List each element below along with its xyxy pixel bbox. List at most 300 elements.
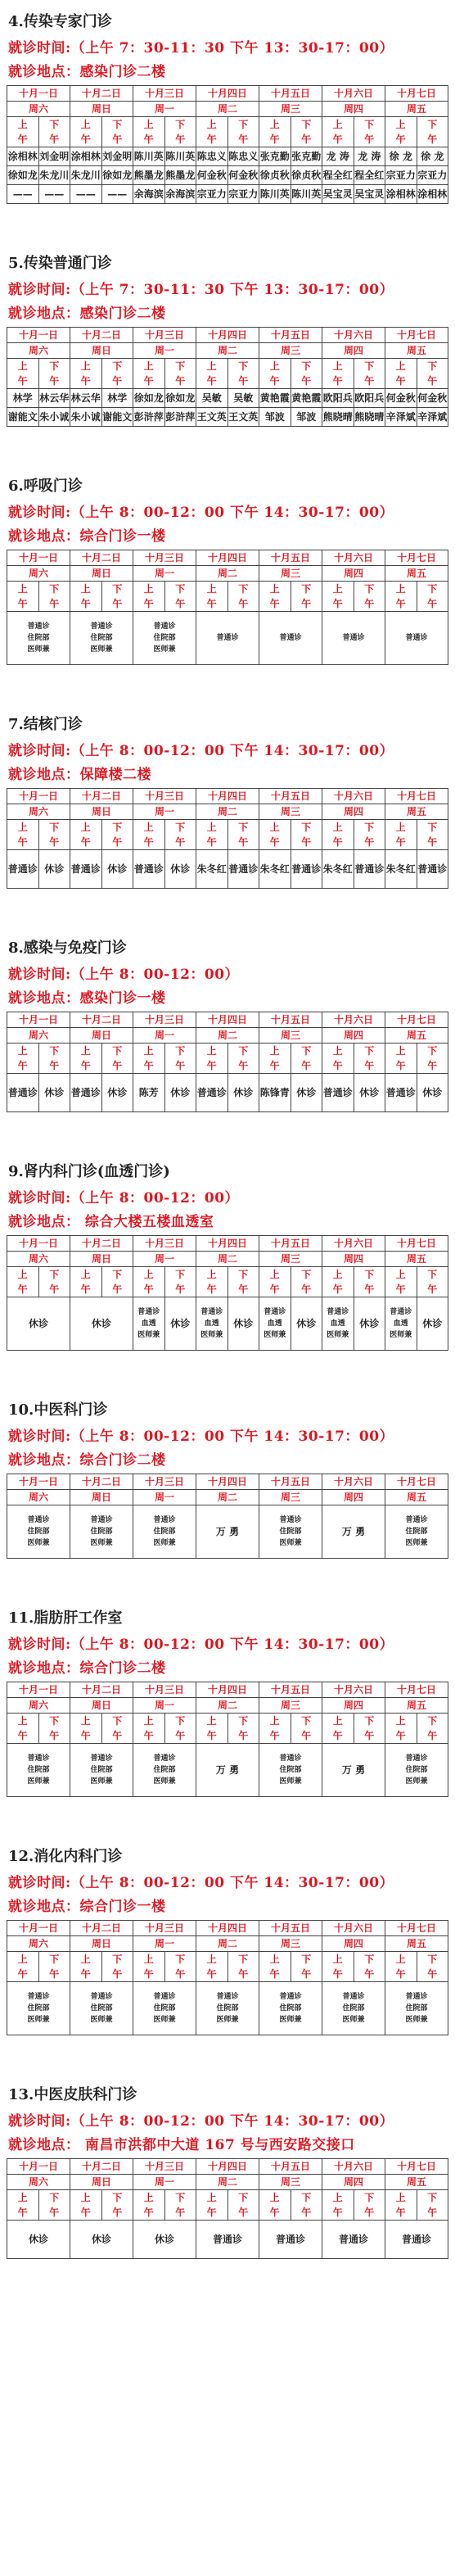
ampm-char: 午: [17, 2207, 28, 2218]
pm-label-cell: [291, 582, 322, 612]
ampm-char: 午: [395, 836, 406, 848]
pm-label-cell: [228, 820, 259, 850]
cell-text-line: 医师兼: [405, 2016, 428, 2024]
cell-text: 谢能文: [102, 411, 133, 423]
date-cell: 十月五日: [259, 1012, 322, 1028]
date-cell: 十月五日: [259, 1236, 322, 1252]
date-cell: 十月五日: [259, 1474, 322, 1490]
am-label-cell: [133, 2190, 165, 2221]
am-label-cell: [7, 1714, 39, 1744]
cell-text: 普通诊: [228, 863, 259, 875]
doctor-cell: [322, 1744, 385, 1797]
ampm-char: 下: [49, 1954, 60, 1965]
schedule-document: [7, 0, 448, 2259]
doctor-cell: [385, 1505, 448, 1559]
date-cell: 十月五日: [259, 1921, 322, 1936]
clinic-hours: 就诊时间:（上午 7：30-11：30 下午 13：30-17：00）: [8, 282, 394, 298]
ampm-char: 午: [301, 1060, 312, 1071]
cell-text-line: 普通诊: [327, 1308, 349, 1316]
cell-text: 朱小诚: [70, 411, 101, 423]
am-label-cell: [322, 117, 354, 147]
date-cell: 十月六日: [322, 2159, 385, 2175]
weekday-cell: 周四: [322, 1490, 385, 1505]
date-cell: 十月七日: [385, 1474, 448, 1490]
date-cell: 十月七日: [385, 789, 448, 804]
doctor-cell: [259, 408, 291, 427]
pm-label-cell: [38, 1267, 70, 1297]
am-label-cell: [322, 2190, 354, 2221]
weekday-cell: 周一: [133, 1936, 196, 1952]
schedule-table: [7, 1012, 448, 1112]
am-label-cell: [133, 1267, 165, 1297]
doctor-cell: [70, 612, 133, 665]
ampm-char: 午: [80, 836, 91, 848]
pm-label-cell: [228, 1267, 259, 1297]
date-cell: 十月四日: [196, 1236, 259, 1252]
cell-text: 普通诊: [216, 634, 239, 642]
section-title: 9.肾内科门诊(血透门诊): [8, 1163, 170, 1180]
weekday-cell: 周日: [70, 343, 133, 359]
ampm-char: 上: [395, 119, 406, 130]
cell-text-line: 普通诊: [153, 1754, 176, 1763]
schedule-section: [7, 1398, 448, 1559]
weekday-cell: 周三: [259, 1028, 322, 1044]
doctor-cell: [101, 185, 133, 204]
cell-text-line: 普通诊: [342, 1993, 365, 2001]
doctor-cell: [385, 185, 417, 204]
cell-text: 陈川英: [165, 151, 196, 162]
ampm-char: 午: [80, 1968, 91, 1980]
am-label-cell: [196, 2190, 228, 2221]
doctor-cell: [133, 185, 165, 204]
doctor-cell: [385, 1982, 448, 2035]
doctor-cell: [259, 185, 291, 204]
pm-label-cell: [354, 582, 385, 612]
doctor-row: [7, 1074, 448, 1112]
ampm-char: 下: [112, 1954, 123, 1965]
cell-text: 林云华: [39, 392, 70, 404]
cell-text-line: 医师兼: [137, 1331, 160, 1339]
cell-text-line: 医师兼: [200, 1331, 223, 1339]
ampm-char: 午: [206, 134, 217, 145]
pm-label-cell: [164, 820, 196, 850]
ampm-char: 午: [364, 1730, 375, 1741]
am-label-cell: [70, 1267, 102, 1297]
am-label-cell: [133, 1044, 165, 1074]
am-label-cell: [385, 359, 417, 389]
ampm-char: 下: [175, 1045, 186, 1057]
am-label-cell: [385, 1044, 417, 1074]
am-label-cell: [385, 1952, 417, 1982]
ampm-char: 上: [80, 1269, 91, 1280]
doctor-cell: [354, 166, 385, 185]
date-cell: 十月六日: [322, 1921, 385, 1936]
ampm-char: 午: [80, 1060, 91, 1071]
am-label-cell: [133, 117, 165, 147]
pm-label-cell: [164, 1714, 196, 1744]
schedule-table: [7, 788, 448, 889]
cell-text-line: 普通诊: [153, 1993, 176, 2001]
cell-text: 徐贞秋: [259, 170, 290, 181]
am-label-cell: [70, 820, 102, 850]
doctor-cell: [417, 185, 448, 204]
ampm-char: 上: [17, 119, 28, 130]
ampm-char: 午: [112, 598, 123, 609]
doctor-cell: [38, 1074, 70, 1112]
doctor-cell: [354, 850, 385, 889]
am-label-cell: [7, 2190, 39, 2221]
ampm-char: 午: [17, 1283, 28, 1295]
cell-text-line: 血透: [141, 1320, 156, 1328]
cell-text-line: 住院部: [279, 1528, 302, 1536]
ampm-char: 上: [206, 2192, 217, 2203]
date-row: [7, 1236, 448, 1252]
ampm-char: 下: [427, 1269, 438, 1280]
ampm-char: 下: [238, 2192, 249, 2203]
ampm-char: 午: [238, 598, 249, 609]
ampm-char: 下: [175, 1715, 186, 1727]
ampm-char: 午: [332, 1283, 343, 1295]
weekday-cell: 周四: [322, 102, 385, 117]
date-cell: 十月五日: [259, 86, 322, 102]
cell-text: 王文英: [228, 411, 259, 423]
am-label-cell: [385, 1267, 417, 1297]
doctor-cell: [291, 185, 322, 204]
cell-text-line: 普通诊: [264, 1308, 286, 1316]
ampm-char: 午: [143, 598, 154, 609]
weekday-cell: 周六: [7, 343, 70, 359]
am-label-cell: [259, 2190, 291, 2221]
weekday-cell: 周一: [133, 566, 196, 582]
schedule-section: [7, 1606, 448, 1797]
pm-label-cell: [101, 582, 133, 612]
ampm-char: 上: [143, 822, 154, 833]
am-label-cell: [133, 1952, 165, 1982]
weekday-cell: 周一: [133, 1698, 196, 1714]
cell-text-line: 医师兼: [264, 1331, 286, 1339]
cell-text: 普通诊: [279, 634, 302, 642]
cell-text: 涂相林: [7, 151, 38, 162]
doctor-cell: [385, 408, 417, 427]
cell-text: 普通诊: [70, 863, 101, 875]
pm-label-cell: [417, 582, 448, 612]
doctor-cell: [417, 1074, 448, 1112]
pm-label-cell: [354, 359, 385, 389]
date-cell: 十月一日: [7, 86, 70, 102]
ampm-char: 午: [269, 134, 280, 145]
doctor-cell: [164, 408, 196, 427]
doctor-cell: [291, 408, 322, 427]
ampm-char: 午: [80, 375, 91, 387]
pm-label-cell: [291, 1714, 322, 1744]
date-row: [7, 1012, 448, 1028]
ampm-char: 午: [332, 1060, 343, 1071]
date-cell: 十月五日: [259, 328, 322, 343]
cell-text: 宗亚力: [228, 188, 259, 200]
pm-label-cell: [164, 1952, 196, 1982]
weekday-cell: 周二: [196, 566, 259, 582]
doctor-cell: [322, 1297, 354, 1351]
ampm-char: 午: [364, 1968, 375, 1980]
ampm-char: 上: [17, 1045, 28, 1057]
cell-text-line: 普通诊: [27, 1516, 50, 1524]
weekday-cell: 周三: [259, 1936, 322, 1952]
ampm-char: 上: [332, 583, 343, 595]
doctor-cell: [385, 166, 417, 185]
section-title: 11.脂肪肝工作室: [8, 1609, 123, 1627]
ampm-char: 午: [206, 1730, 217, 1741]
doctor-cell: [259, 1505, 322, 1559]
cell-text: 普通诊: [322, 1087, 353, 1098]
cell-text: 休诊: [296, 1087, 317, 1098]
ampm-char: 午: [80, 1730, 91, 1741]
ampm-char: 午: [269, 1060, 280, 1071]
cell-text: 陈忠义: [228, 151, 259, 162]
date-cell: 十月三日: [133, 1236, 196, 1252]
date-cell: 十月三日: [133, 1012, 196, 1028]
date-row: [7, 550, 448, 566]
am-label-cell: [70, 1714, 102, 1744]
doctor-cell: [38, 408, 70, 427]
ampm-char: 午: [17, 375, 28, 387]
ampm-char: 上: [17, 822, 28, 833]
doctor-cell: [164, 850, 196, 889]
doctor-row: [7, 389, 448, 408]
ampm-char: 上: [17, 2192, 28, 2203]
ampm-char: 午: [206, 2207, 217, 2218]
pm-label-cell: [291, 117, 322, 147]
weekday-cell: 周五: [385, 1252, 448, 1267]
doctor-cell: [70, 408, 102, 427]
ampm-char: 上: [269, 2192, 280, 2203]
weekday-cell: 周二: [196, 1028, 259, 1044]
date-cell: 十月三日: [133, 550, 196, 566]
weekday-cell: 周六: [7, 1936, 70, 1952]
ampm-char: 午: [238, 1060, 249, 1071]
weekday-cell: 周四: [322, 2175, 385, 2190]
ampm-char: 午: [112, 134, 123, 145]
pm-label-cell: [101, 1714, 133, 1744]
doctor-cell: [101, 389, 133, 408]
ampm-row: [7, 2190, 448, 2221]
weekday-cell: 周六: [7, 804, 70, 820]
weekday-cell: 周日: [70, 566, 133, 582]
cell-text: 休诊: [91, 2234, 111, 2245]
doctor-cell: [291, 850, 322, 889]
weekday-row: [7, 102, 448, 117]
ampm-char: 午: [143, 1283, 154, 1295]
weekday-cell: 周一: [133, 1028, 196, 1044]
schedule-section: [7, 713, 448, 889]
doctor-cell: [7, 612, 70, 665]
weekday-cell: 周五: [385, 1698, 448, 1714]
doctor-cell: [354, 1297, 385, 1351]
doctor-cell: [196, 612, 259, 665]
schedule-table: [7, 327, 448, 427]
cell-text: 普通诊: [7, 863, 38, 875]
ampm-row: [7, 1267, 448, 1297]
ampm-char: 下: [301, 583, 312, 595]
doctor-cell: [133, 147, 165, 166]
ampm-char: 下: [364, 1954, 375, 1965]
weekday-cell: 周四: [322, 566, 385, 582]
cell-text: 休诊: [170, 1318, 191, 1329]
weekday-row: [7, 804, 448, 820]
doctor-cell: [228, 850, 259, 889]
ampm-char: 午: [332, 134, 343, 145]
ampm-char: 午: [49, 134, 60, 145]
date-cell: 十月三日: [133, 328, 196, 343]
doctor-cell: [417, 147, 448, 166]
am-label-cell: [7, 1952, 39, 1982]
ampm-char: 上: [80, 583, 91, 595]
am-label-cell: [196, 1714, 228, 1744]
ampm-char: 午: [80, 1283, 91, 1295]
section-title: 10.中医科门诊: [8, 1401, 108, 1419]
doctor-row: [7, 1744, 448, 1797]
doctor-row: [7, 1297, 448, 1351]
cell-text: 休诊: [154, 2234, 174, 2245]
doctor-cell: [322, 2221, 385, 2259]
schedule-table: [7, 1920, 448, 2035]
schedule-table: [7, 1235, 448, 1351]
cell-text: 余海滨: [165, 188, 196, 200]
ampm-char: 午: [175, 1968, 186, 1980]
ampm-char: 下: [49, 1715, 60, 1727]
ampm-char: 午: [395, 1060, 406, 1071]
section-title: 12.消化内科门诊: [8, 1848, 123, 1865]
ampm-char: 下: [238, 119, 249, 130]
ampm-char: 上: [143, 1715, 154, 1727]
ampm-char: 下: [364, 1715, 375, 1727]
ampm-char: 下: [49, 119, 60, 130]
am-label-cell: [259, 117, 291, 147]
doctor-row: [7, 850, 448, 889]
weekday-cell: 周一: [133, 1490, 196, 1505]
weekday-cell: 周一: [133, 2175, 196, 2190]
cell-text-line: 普通诊: [90, 1516, 113, 1524]
ampm-char: 午: [301, 1283, 312, 1295]
ampm-char: 上: [206, 583, 217, 595]
doctor-cell: [196, 1744, 259, 1797]
cell-text-line: 医师兼: [153, 645, 176, 654]
doctor-cell: [228, 408, 259, 427]
weekday-cell: 周一: [133, 102, 196, 117]
weekday-row: [7, 1028, 448, 1044]
doctor-row: [7, 185, 448, 204]
cell-text: 朱龙川: [39, 170, 70, 181]
cell-text-line: 血透: [267, 1320, 282, 1328]
doctor-row: [7, 1982, 448, 2035]
pm-label-cell: [101, 820, 133, 850]
ampm-char: 上: [206, 1045, 217, 1057]
doctor-cell: [385, 147, 417, 166]
am-label-cell: [322, 1044, 354, 1074]
cell-text-line: 普通诊: [90, 1754, 113, 1763]
cell-text-line: 住院部: [279, 2004, 302, 2012]
weekday-cell: 周五: [385, 343, 448, 359]
section-title: 8.感染与免疫门诊: [8, 939, 127, 957]
date-cell: 十月六日: [322, 550, 385, 566]
doctor-cell: [385, 389, 417, 408]
ampm-char: 午: [80, 2207, 91, 2218]
doctor-cell: [7, 1297, 70, 1351]
ampm-char: 下: [364, 1045, 375, 1057]
date-cell: 十月七日: [385, 1682, 448, 1698]
ampm-char: 午: [17, 1060, 28, 1071]
doctor-cell: [354, 185, 385, 204]
doctor-cell: [196, 389, 228, 408]
pm-label-cell: [417, 1267, 448, 1297]
date-cell: 十月六日: [322, 1236, 385, 1252]
date-cell: 十月六日: [322, 86, 385, 102]
am-label-cell: [196, 1267, 228, 1297]
cell-text: 黄艳霞: [259, 392, 290, 404]
clinic-location: 就诊地点：综合门诊二楼: [8, 1452, 166, 1469]
ampm-char: 上: [395, 360, 406, 372]
clinic-location: 就诊地点：感染门诊一楼: [8, 990, 166, 1007]
ampm-char: 上: [395, 1269, 406, 1280]
ampm-char: 午: [301, 134, 312, 145]
doctor-cell: [322, 850, 354, 889]
ampm-char: 上: [143, 583, 154, 595]
weekday-cell: 周三: [259, 1490, 322, 1505]
cell-text: 王文英: [196, 411, 227, 423]
schedule-section: [7, 251, 448, 427]
doctor-cell: [228, 389, 259, 408]
cell-text-line: 住院部: [27, 2004, 50, 2012]
am-label-cell: [70, 2190, 102, 2221]
ampm-char: 下: [238, 1715, 249, 1727]
date-cell: 十月二日: [70, 1012, 133, 1028]
ampm-char: 下: [364, 1269, 375, 1280]
ampm-char: 上: [206, 1269, 217, 1280]
am-label-cell: [196, 582, 228, 612]
ampm-char: 下: [112, 583, 123, 595]
ampm-char: 午: [395, 1283, 406, 1295]
weekday-cell: 周二: [196, 343, 259, 359]
cell-text: 休诊: [107, 863, 128, 875]
cell-text-line: 普通诊: [279, 1993, 302, 2001]
cell-text: 普通诊: [7, 1087, 38, 1098]
date-cell: 十月七日: [385, 328, 448, 343]
weekday-row: [7, 1698, 448, 1714]
weekday-cell: 周日: [70, 1936, 133, 1952]
cell-text: 普通诊: [338, 2234, 368, 2245]
pm-label-cell: [38, 1714, 70, 1744]
ampm-char: 午: [175, 134, 186, 145]
cell-text: 休诊: [233, 1087, 254, 1098]
date-cell: 十月七日: [385, 1236, 448, 1252]
ampm-char: 午: [364, 1283, 375, 1295]
weekday-cell: 周二: [196, 804, 259, 820]
pm-label-cell: [164, 1044, 196, 1074]
ampm-char: 午: [112, 1283, 123, 1295]
ampm-char: 上: [269, 583, 280, 595]
pm-label-cell: [291, 820, 322, 850]
ampm-char: 上: [17, 1715, 28, 1727]
doctor-cell: [101, 1074, 133, 1112]
cell-text: 朱冬红: [322, 863, 353, 875]
doctor-cell: [133, 166, 165, 185]
cell-text: 宗亚力: [196, 188, 227, 200]
am-label-cell: [322, 359, 354, 389]
cell-text: 熊晓晴: [354, 411, 385, 423]
doctor-cell: [196, 1074, 228, 1112]
cell-text: 休诊: [170, 1087, 191, 1098]
doctor-cell: [101, 166, 133, 185]
cell-text: 何金秋: [228, 170, 259, 181]
